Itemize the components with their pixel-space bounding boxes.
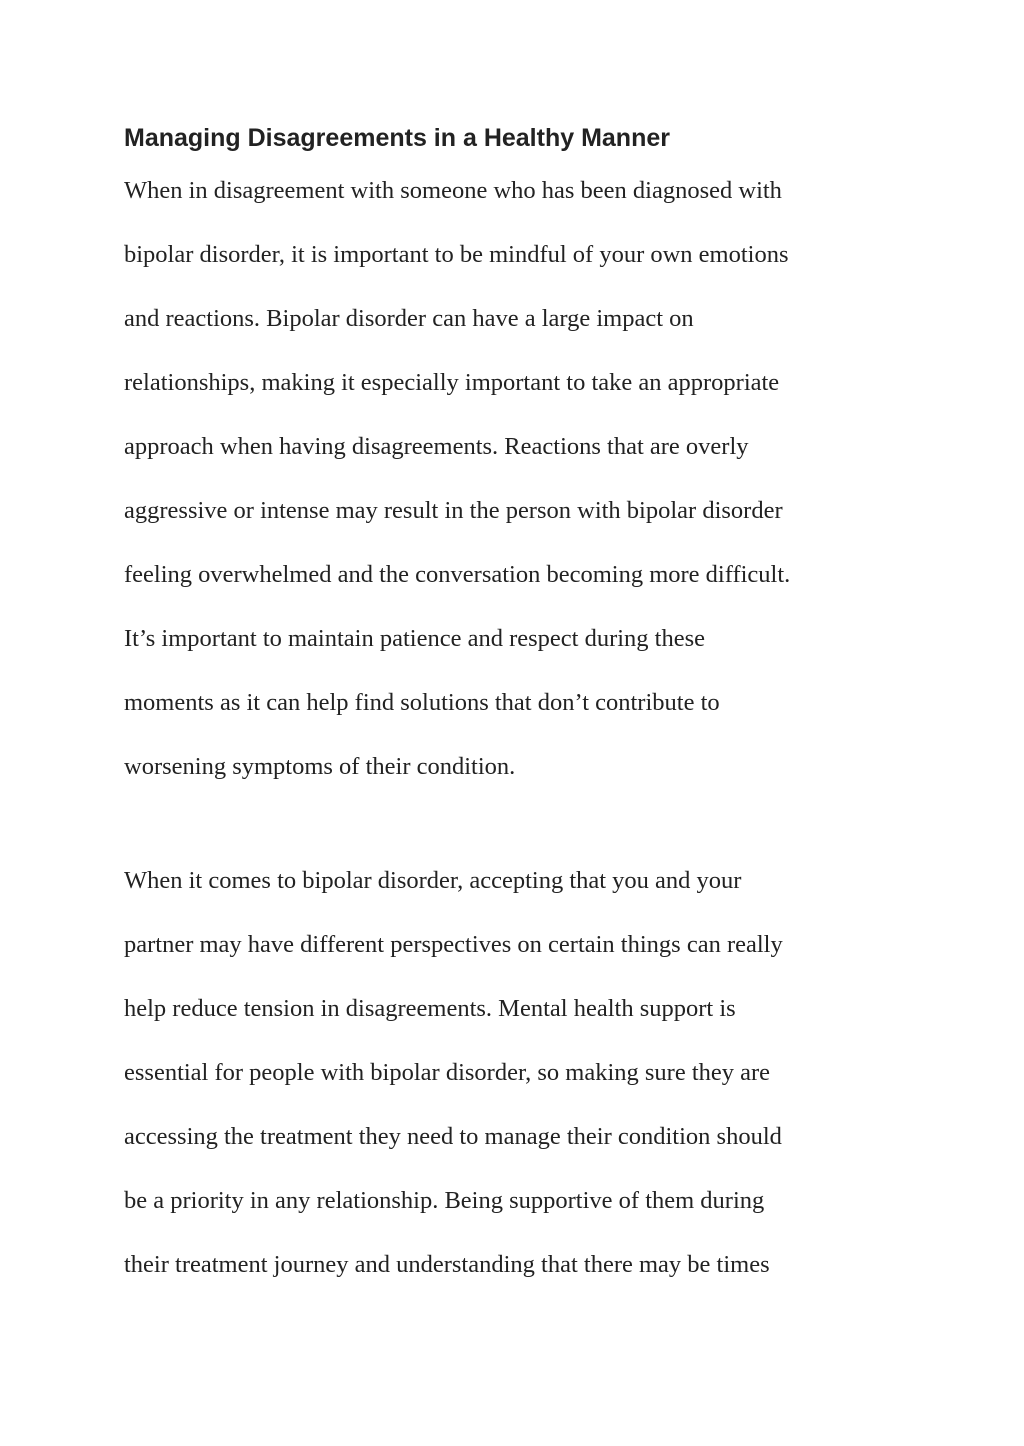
paragraph-line: moments as it can help find solutions that don’t contribute to <box>124 689 720 716</box>
paragraph-line: be a priority in any relationship. Being supportive of them during <box>124 1187 765 1214</box>
paragraph-line: partner may have different perspectives on certain things can really <box>124 931 783 958</box>
paragraph-line: aggressive or intense may result in the person with bipolar disorder <box>124 497 783 524</box>
section-heading: Managing Disagreements in a Healthy Manner <box>124 124 670 152</box>
paragraph-line: feeling overwhelmed and the conversation becoming more difficult. <box>124 561 791 588</box>
paragraph-1 <box>124 159 790 799</box>
paragraph-line: approach when having disagreements. Reactions that are overly <box>124 433 749 460</box>
paragraph-line: worsening symptoms of their condition. <box>124 753 516 780</box>
paragraph-line: their treatment journey and understanding that there may be times <box>124 1251 770 1278</box>
paragraph-line: When it comes to bipolar disorder, accepting that you and your <box>124 867 742 894</box>
paragraph-line: When in disagreement with someone who has been diagnosed with <box>124 177 782 204</box>
paragraph-line: help reduce tension in disagreements. Mental health support is <box>124 995 736 1022</box>
paragraph-line: accessing the treatment they need to manage their condition should <box>124 1123 782 1150</box>
paragraph-line: and reactions. Bipolar disorder can have a large impact on <box>124 305 694 332</box>
paragraph-line: relationships, making it especially important to take an appropriate <box>124 369 780 396</box>
paragraph-2 <box>124 849 783 1297</box>
paragraph-line: essential for people with bipolar disorder, so making sure they are <box>124 1059 771 1086</box>
paragraph-line: It’s important to maintain patience and respect during these <box>124 625 706 652</box>
paragraph-line: bipolar disorder, it is important to be mindful of your own emotions <box>124 241 789 268</box>
